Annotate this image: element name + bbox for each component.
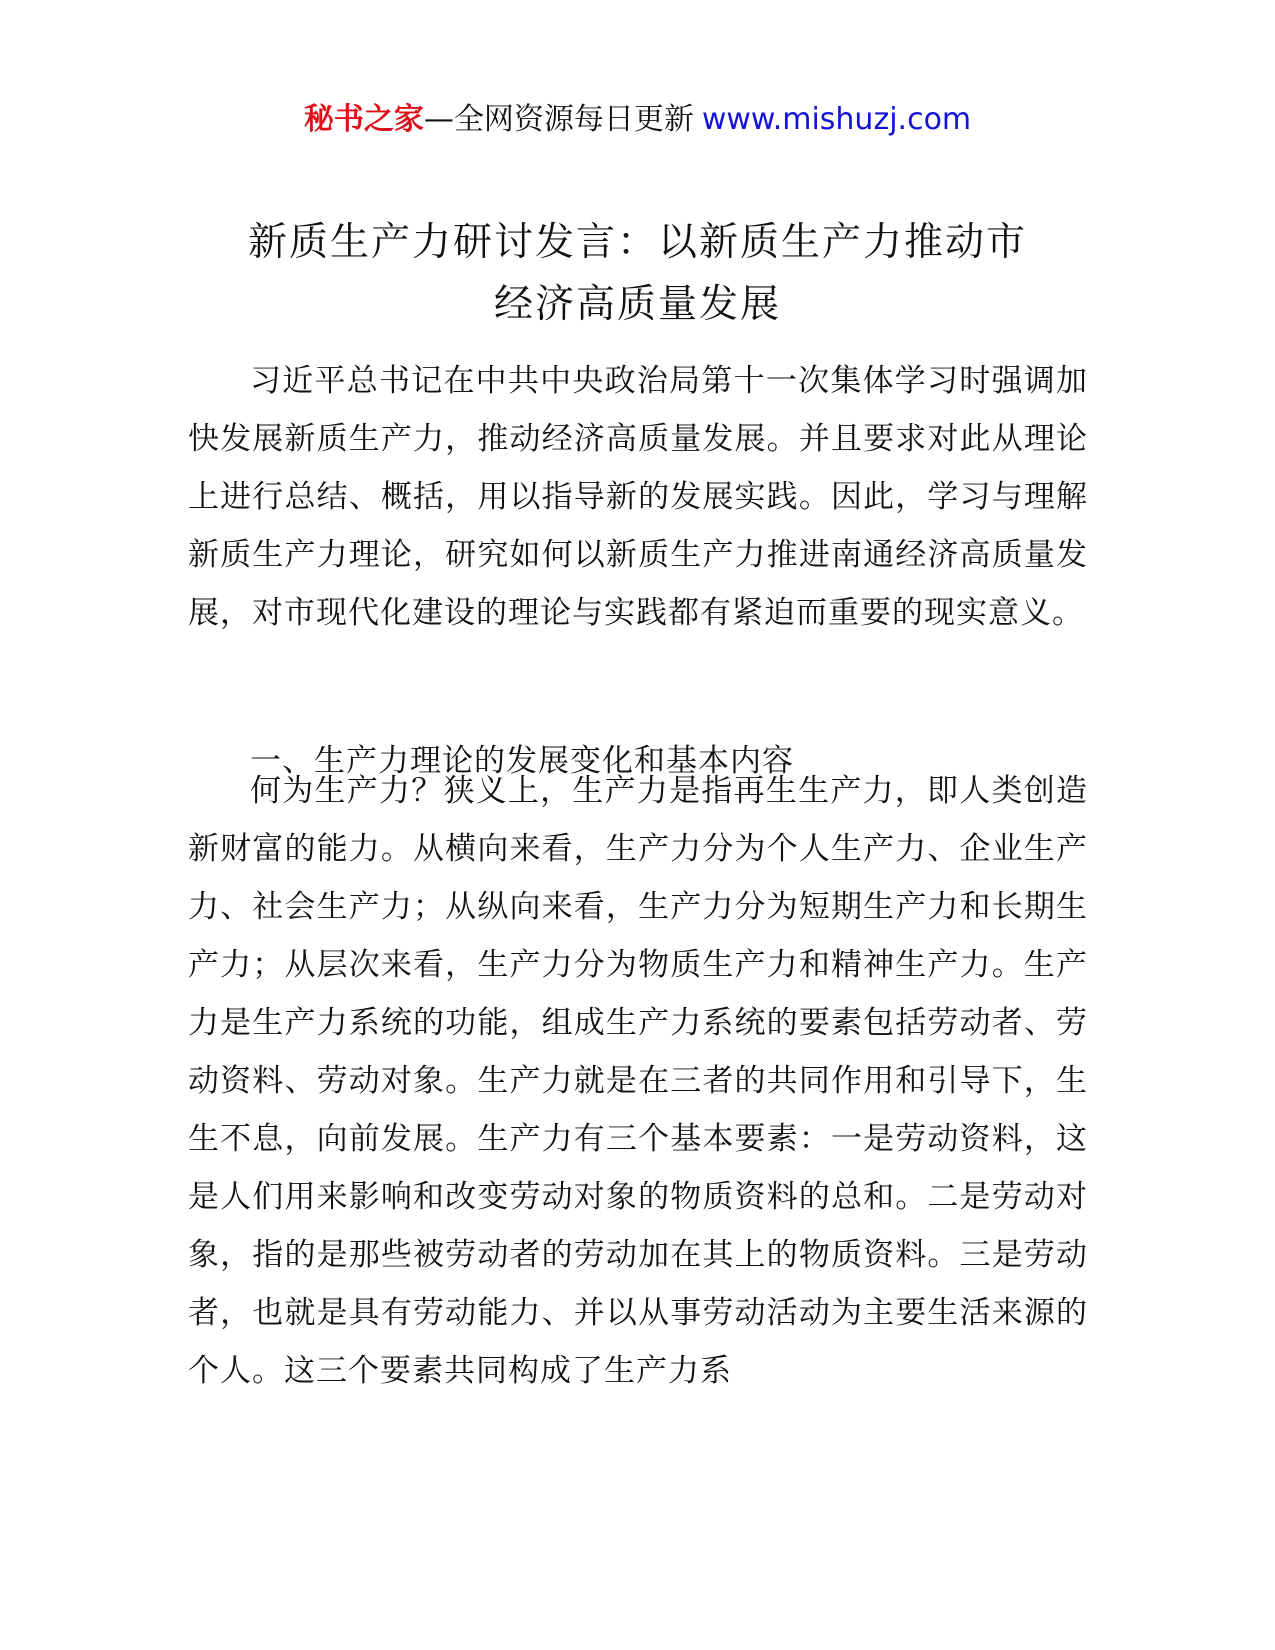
site-header xyxy=(0,100,1275,140)
site-url-link[interactable]: www.mishuzj.com xyxy=(701,102,972,137)
brand-name: 秘书之家 xyxy=(303,102,424,137)
intro-section xyxy=(188,352,1088,642)
header-tagline: —全网资源每日更新 xyxy=(423,102,694,137)
section-1-paragraph: 何为生产力？狭义上，生产力是指再生生产力，即人类创造新财富的能力。从横向来看，生产力分为个人生产力、企业生产力、社会生产力；从纵向来看，生产力分为短期生产力和长期生产力；从层次来看，生产力分为物质生产力和精神生产力。生产力是生产力系统的功能，组成生产力系统的要素包括劳动者、劳动资料、劳动对象。生产力就是在三者的共同作用和引导下，生生不息，向前发展。生产力有三个基本要素：一是劳动资料，这是人们用来影响和改变劳动对象的物质资料的总和。二是劳动对象，指的是那些被劳动者的劳动加在其上的物质资料。三是劳动者，也就是具有劳动能力、并以从事劳动活动为主要生活来源的个人。这三个要素共同构成了生产力系 xyxy=(188,773,1088,1389)
document-title xyxy=(185,212,1090,336)
intro-paragraph: 习近平总书记在中共中央政治局第十一次集体学习时强调加快发展新质生产力，推动经济高质量发展。并且要求对此从理论上进行总结、概括，用以指导新的发展实践。因此，学习与理解新质生产力理论，研究如何以新质生产力推进南通经济高质量发展，对市现代化建设的理论与实践都有紧迫而重要的现实意义。 xyxy=(188,363,1088,631)
title-line-2: 经济高质量发展 xyxy=(493,282,781,327)
section-heading-1: 一、生产力理论的发展变化和基本内容 xyxy=(250,743,794,779)
section-1-body xyxy=(188,762,1088,1400)
title-line-1: 新质生产力研讨发言：以新质生产力推动市 xyxy=(247,220,1027,265)
